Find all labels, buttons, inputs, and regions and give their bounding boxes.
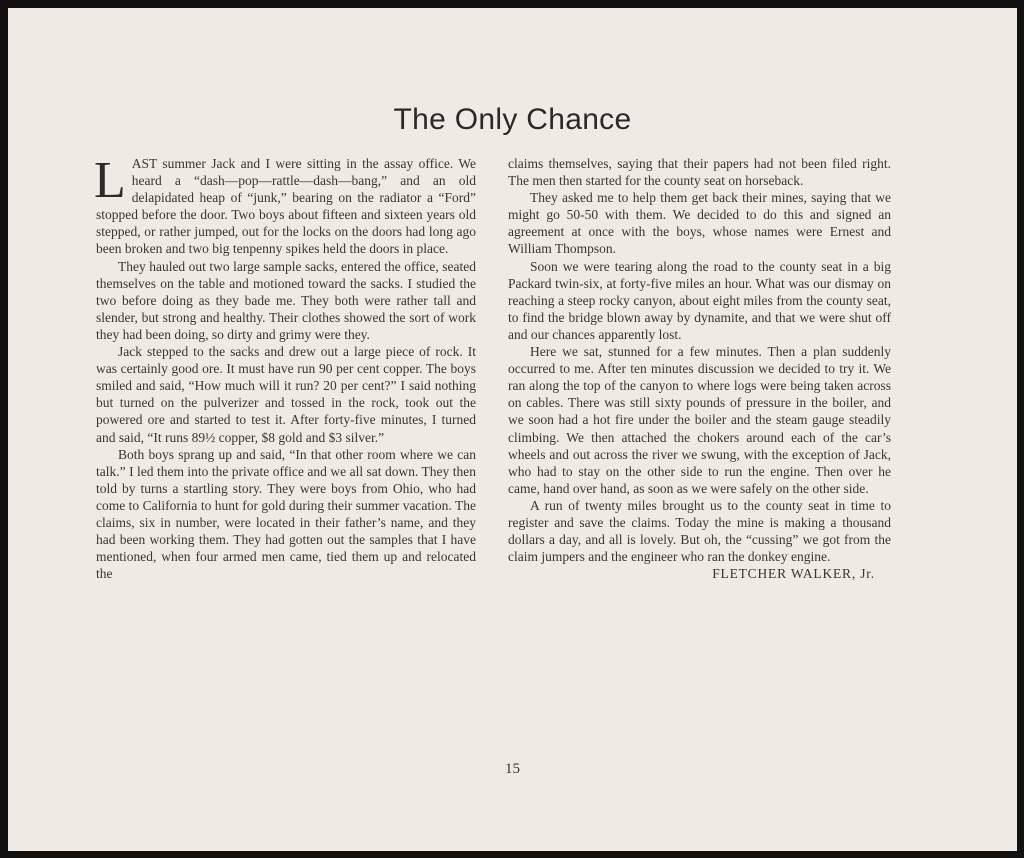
paragraph: Here we sat, stunned for a few minutes. Then a plan suddenly occurred to me. After ten minutes discussion we decided to try it. We ran along the top of the canyon to where logs were being taken across on cables. There was still sixty pounds of pressure in the boiler, and we soon had a hot fire under the boiler and the steam gauge steadily climbing. We then attached the chokers around each of the car’s wheels and out across the river we swung, with the exception of Jack, who had to stay on the other side to run the engine. Then over he came, hand over hand, as soon as we were safely on the other side. — [508, 344, 891, 496]
paragraph: Jack stepped to the sacks and drew out a large piece of rock. It was certainly good ore. It must have run 90 per cent copper. The boys smiled and said, “How much will it run? 20 per cent?” I said nothing but turned on the pulverizer and tossed in the rock, took out the powered ore and started to test it. After forty-five minutes, I turned and said, “It runs 89½ copper, $8 gold and $3 silver.” — [96, 344, 476, 445]
drop-cap: L — [94, 152, 126, 209]
paragraph: Both boys sprang up and said, “In that other room where we can talk.” I led them into the private office and we all sat down. They then told by turns a startling story. They were boys from Ohio, who had come to California to hunt for gold during their summer vacation. The claims, six in number, were located in their father’s name, and they had been working them. They had gotten out the samples that I have mentioned, when four armed men came, tied them up and relocated the — [96, 446, 476, 582]
paragraph: Soon we were tearing along the road to the county seat in a big Packard twin-six, at forty-five miles an hour. What was our dismay on reaching a steep rocky canyon, about eight miles from the county seat, to find the bridge blown away by dynamite, and that we were shut off and our chances apparently lost. — [508, 258, 891, 342]
paragraph: claims themselves, saying that their papers had not been filed right. The men then started for the county seat on horseback. — [508, 156, 891, 189]
paragraph-text: AST summer Jack and I were sitting in the assay office. We heard a “dash—pop—rattle—dash—bang,” and an old delapidated heap of “junk,” bearing on the radiator a “Ford” stopped before the door. Two boys about fifteen and sixteen years old stepped, or rather jumped, out for the locks on the doors had long ago been broken and two big tenpenny spikes held the doors in place. — [96, 156, 476, 257]
paragraph: They asked me to help them get back their mines, saying that we might go 50-50 with them. We decided to do this and signed an agreement at once with the boys, whose names were Ernest and William Thompson. — [508, 190, 891, 257]
left-column — [94, 152, 476, 582]
page-title: The Only Chance — [393, 103, 632, 136]
author-signature: FLETCHER WALKER, Jr. — [712, 566, 875, 582]
book-page — [8, 8, 1017, 851]
paragraph: They hauled out two large sample sacks, entered the office, seated themselves on the table and motioned toward the sacks. I studied the two before doing as they bade me. They both were rather tall and slender, but strong and healthy. Their clothes showed the sort of work they had been doing, so dirty and grimy were they. — [96, 258, 476, 342]
page-number: 15 — [505, 761, 520, 777]
right-column — [508, 155, 891, 582]
paragraph — [94, 152, 476, 258]
paragraph: A run of twenty miles brought us to the county seat in time to register and save the claims. Today the mine is making a thousand dollars a day, and all is lovely. But oh, the “cussing” we got from the claim jumpers and the engineer who ran the donkey engine. — [508, 497, 891, 565]
